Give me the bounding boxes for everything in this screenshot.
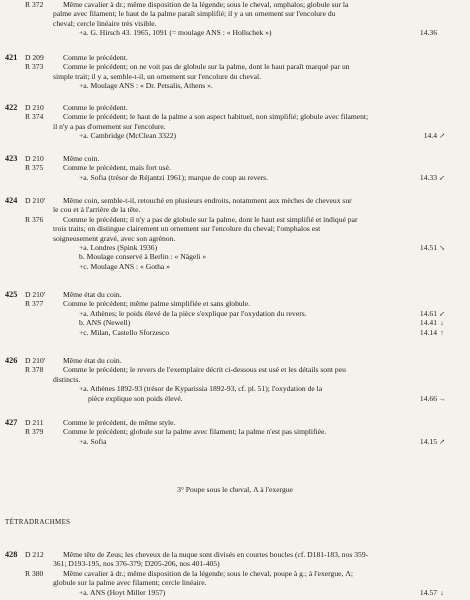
weight-reference xyxy=(420,28,446,37)
weight-reference xyxy=(420,588,446,598)
die-axis-arrow-icon: ↗ xyxy=(439,437,445,446)
die-label: D 210' xyxy=(25,290,46,299)
weight-value: 14.36 xyxy=(419,28,437,38)
weight-reference xyxy=(420,394,446,404)
entry-line xyxy=(0,122,470,131)
description-continuation: le cou et à l'arrière de la tête. xyxy=(53,205,141,215)
entry-number: 425 xyxy=(5,290,18,299)
specimen-text: +a. G. Hirsch 43. 1965, 1091 (= moulage ANS : « Hollschek ») xyxy=(79,28,272,38)
die-axis-arrow-icon: → xyxy=(438,394,446,403)
weight-reference xyxy=(424,131,446,141)
entry-line xyxy=(0,205,470,214)
entry-line xyxy=(0,81,470,90)
description-text: Comme le précédent; il n'y a pas de globule sur la palme, dont le haut est simplifié et indiqué par xyxy=(63,214,358,224)
entry-line xyxy=(0,173,470,182)
specimen-text: +a. Moulage ANS : « Dr. Petsalis, Athens ». xyxy=(79,81,213,91)
entry-line xyxy=(0,394,470,403)
specimen-text: +c. Milan, Castello Sforzesco xyxy=(79,327,170,337)
entry-line xyxy=(0,384,470,393)
catalog-entry xyxy=(0,550,470,597)
description-continuation: soigneusement gravé, avec son agrénon. xyxy=(53,233,176,243)
entry-line xyxy=(0,53,470,62)
entry-line xyxy=(0,0,470,9)
die-label: R 376 xyxy=(25,214,44,224)
entry-line xyxy=(0,19,470,28)
entry-line xyxy=(0,112,470,121)
description-continuation: simple trait; il y a, semble-t-il, un ornement sur l'encolure du cheval. xyxy=(53,71,262,81)
specimen-text: +c. Moulage ANS : « Gotha » xyxy=(79,261,170,271)
description-text: Même coin, semble-t-il, retouché en plusieurs endroits, notamment aux mèches de cheveux sur xyxy=(63,196,352,205)
entry-line xyxy=(0,196,470,205)
catalog-entry xyxy=(0,290,470,337)
entry-number: 421 xyxy=(5,53,18,62)
description-text: Même état du coin. xyxy=(63,290,122,299)
entry-line xyxy=(0,262,470,271)
entry-line xyxy=(0,252,470,261)
description-continuation: distincts. xyxy=(53,374,81,384)
description-text: Comme le précédent; on ne voit pas de globule sur la palme, dont le haut paraît marqué par un xyxy=(63,62,350,72)
description-text: Comme le précédent; même palme simplifiée et sans globule. xyxy=(63,299,251,309)
description-continuation: 361; D193-195, nos 376-379; D205-206, nos 401-405) xyxy=(53,559,220,569)
weight-value: 14.14 xyxy=(419,327,437,337)
die-label: R 374 xyxy=(25,112,44,122)
die-axis-arrow-icon: ↓ xyxy=(440,319,444,328)
entry-line xyxy=(0,418,470,427)
entry-line xyxy=(0,163,470,172)
entry-number: 427 xyxy=(5,418,18,427)
specimen-continuation: pièce explique son poids élevé. xyxy=(88,393,183,403)
description-text: Comme le précédent, mais fort usé. xyxy=(63,163,171,173)
entry-line xyxy=(0,375,470,384)
entry-line xyxy=(0,62,470,71)
entry-line xyxy=(0,103,470,112)
catalog-entry xyxy=(0,53,470,91)
description-text: Comme le précédent; le haut de la palme a son aspect habituel, non simplifié; globule avec filament; xyxy=(63,112,369,122)
die-label: R 379 xyxy=(25,427,44,437)
die-label: R 378 xyxy=(25,365,44,375)
weight-value: 14.41 xyxy=(419,318,437,328)
entry-line xyxy=(0,290,470,299)
weight-value: 14.4 xyxy=(423,131,437,141)
entry-number: 426 xyxy=(5,356,18,365)
description-continuation: palme avec filament; le haut de la palme paraît simplifié; il y a un ornement sur l'encolure du xyxy=(53,9,336,19)
die-label: R 377 xyxy=(25,299,44,309)
weight-value: 14.61 xyxy=(419,308,437,318)
specimen-text: +a. Sofia xyxy=(79,436,107,446)
specimen-text: b. ANS (Newell) xyxy=(79,318,131,328)
die-label: D 210' xyxy=(25,356,46,365)
description-continuation: il n'y a pas d'ornement sur l'encolure. xyxy=(53,121,166,131)
description-text: Comme le précédent. xyxy=(63,53,128,62)
die-label: D 212 xyxy=(25,550,44,559)
entry-line xyxy=(0,427,470,436)
entry-line xyxy=(0,215,470,224)
entry-line xyxy=(0,28,470,37)
section-heading: TÉTRADRACHMES xyxy=(5,518,71,526)
entry-number: 423 xyxy=(5,154,18,163)
description-continuation: globule sur la palme avec filament; cercle linéaire. xyxy=(53,578,207,588)
description-continuation: cheval; cercle linéaire très visible. xyxy=(53,18,157,28)
description-text: Comme le précédent; globule sur la palme avec filament; la palme n'est pas simplifiée. xyxy=(63,427,327,437)
die-label: D 210 xyxy=(25,103,44,112)
catalog-entry xyxy=(0,418,470,446)
entry-number: 428 xyxy=(5,550,18,559)
die-label: R 380 xyxy=(25,568,44,578)
entry-line xyxy=(0,318,470,327)
entry-line xyxy=(0,154,470,163)
description-text: Même cavalier à dr.; même disposition de la légende; sous le cheval, poupe à g.; à l'exergue, Λ; xyxy=(63,568,353,578)
catalog-entry xyxy=(0,154,470,182)
weight-reference xyxy=(420,437,446,447)
description-text: Même coin. xyxy=(63,154,100,163)
entry-line xyxy=(0,243,470,252)
die-label: R 372 xyxy=(25,0,44,9)
entry-line xyxy=(0,9,470,18)
specimen-text: +a. Athènes 1892-93 (trésor de Kyparissia 1892-93, cf. pl. 51); l'oxydation de la xyxy=(79,384,323,394)
entry-line xyxy=(0,437,470,446)
die-label: D 209 xyxy=(25,53,44,62)
weight-value: 14.66 xyxy=(419,393,437,403)
catalog-entry xyxy=(0,0,470,38)
die-axis-arrow-icon: ↙ xyxy=(439,309,445,318)
die-label: R 373 xyxy=(25,62,44,72)
specimen-text: +a. Sofia (trésor de Réjantzi 1961); marque de coup au revers. xyxy=(79,172,268,182)
weight-reference xyxy=(420,328,446,338)
die-axis-arrow-icon: ↘ xyxy=(439,243,445,252)
specimen-text: +a. ANS (Hoyt Miller 1957) xyxy=(79,587,166,597)
weight-value: 14.33 xyxy=(419,172,437,182)
entry-line xyxy=(0,234,470,243)
die-label: D 211 xyxy=(25,418,44,427)
entry-number: 422 xyxy=(5,103,18,112)
die-axis-arrow-icon: ↑ xyxy=(440,328,444,337)
entry-line xyxy=(0,559,470,568)
description-text: Comme le précédent; le revers de l'exemplaire décrit ci-dessous est usé et les détails sont peu xyxy=(63,365,346,375)
specimen-text: +a. Cambridge (McClean 3322) xyxy=(79,131,177,141)
entry-line xyxy=(0,550,470,559)
entry-line xyxy=(0,569,470,578)
specimen-text: +a. Athènes; le poids élevé de la pièce s'explique par l'oxydation du revers. xyxy=(79,308,307,318)
entry-line xyxy=(0,299,470,308)
description-text: Même cavalier à dr.; même disposition de la légende; sous le cheval, omphalos; globule sur la xyxy=(63,0,349,9)
specimen-text: +a. Londres (Spink 1936) xyxy=(79,242,158,252)
description-text: Comme le précédent. xyxy=(63,103,128,112)
description-text: Même état du coin. xyxy=(63,356,122,365)
weight-value: 14.15 xyxy=(419,436,437,446)
description-text: Comme le précédent, de même style. xyxy=(63,418,176,427)
specimen-text: b. Moulage conservé à Berlin : « Nägeli » xyxy=(79,252,207,262)
entry-line xyxy=(0,578,470,587)
catalog-entry xyxy=(0,196,470,271)
weight-reference xyxy=(420,173,446,183)
entry-line xyxy=(0,328,470,337)
entry-line xyxy=(0,356,470,365)
die-label: D 210' xyxy=(25,196,46,205)
die-axis-arrow-icon: ↗ xyxy=(439,132,445,141)
entry-line xyxy=(0,365,470,374)
entry-line xyxy=(0,224,470,233)
die-axis-arrow-icon: ↓ xyxy=(440,588,444,597)
die-label: R 375 xyxy=(25,163,44,173)
entry-line xyxy=(0,131,470,140)
die-label: D 210 xyxy=(25,154,44,163)
entry-line xyxy=(0,588,470,597)
entry-line xyxy=(0,72,470,81)
weight-value: 14.57 xyxy=(419,587,437,597)
description-text: Même tête de Zeus; les cheveux de la nuque sont divisés en courtes boucles (cf. D181-183, nos 359- xyxy=(63,550,369,559)
weight-value: 14.51 xyxy=(419,242,437,252)
entry-line xyxy=(0,309,470,318)
catalog-entry xyxy=(0,103,470,141)
description-continuation: trois traits; on distingue clairement un ornement sur l'encolure du cheval; l'omphalos est xyxy=(53,224,321,234)
die-axis-arrow-icon: ↙ xyxy=(439,173,445,182)
subsection-heading: 3° Poupe sous le cheval, Λ à l'exergue xyxy=(177,485,293,494)
entry-number: 424 xyxy=(5,196,18,205)
catalog-entry xyxy=(0,356,470,403)
